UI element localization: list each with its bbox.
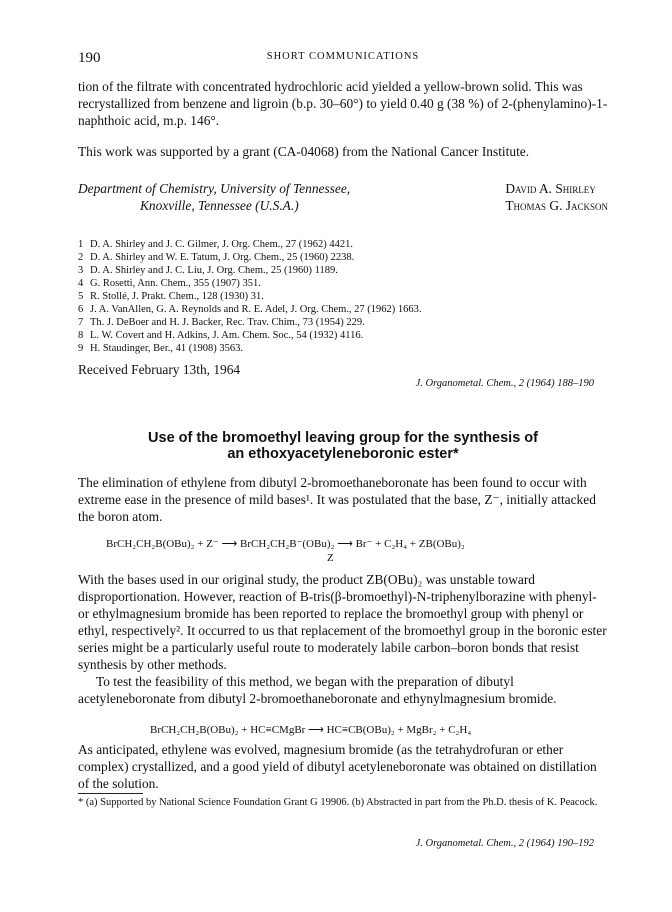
affiliation-line-1: Department of Chemistry, University of Tennessee, — [78, 181, 351, 196]
reaction-equation-1-substituent: Z — [327, 552, 334, 564]
reference-list — [78, 238, 608, 355]
reference-item: 4 G. Rosetti, Ann. Chem., 355 (1907) 351. — [78, 278, 261, 289]
footnote: * (a) Supported by National Science Foundation Grant G 19906. (b) Abstracted in part from the Ph.D. thesis of K. Peacock. — [78, 797, 598, 808]
article-title-line-2: an ethoxyacetyleneboronic ester* — [227, 446, 459, 462]
journal-citation-prev: J. Organometal. Chem., 2 (1964) 188–190 — [415, 378, 594, 389]
reference-item: 1 D. A. Shirley and J. C. Gilmer, J. Org. Chem., 27 (1962) 4421. — [78, 239, 354, 250]
journal-citation-current: J. Organometal. Chem., 2 (1964) 190–192 — [415, 838, 594, 849]
body-paragraph-3: To test the feasibility of this method, we began with the preparation of dibutyl acetyleneboronate from dibutyl 2-bromoethaneboronate and ethynylmagnesium bromide. — [78, 674, 557, 706]
body-paragraph-2: With the bases used in our original study, the product ZB(OBu)₂ was unstable toward disproportionation. However, reaction of B-tris(β-bromoethyl)-N-triphenylborazine with phenyl- or ethylmagnesium bromide has been reported to replace the bromoethyl group with phenyl or ethyl, respectively². It occurred to us that replacement of the bromoethyl group in the boronic ester series might be a particularly useful route to moderately labile carbon–boron bonds that resist synthesis by other methods. — [78, 572, 607, 672]
article-title-line-1: Use of the bromoethyl leaving group for the synthesis of — [148, 430, 538, 446]
reference-item: 2 D. A. Shirley and W. E. Tatum, J. Org. Chem., 25 (1960) 2238. — [78, 252, 355, 263]
footnote-rule — [78, 793, 143, 794]
running-head-title: SHORT COMMUNICATIONS — [266, 51, 420, 62]
received-date: Received February 13th, 1964 — [78, 362, 241, 377]
reaction-equation-1: BrCH₂CH₂B(OBu)₂ + Z⁻ ⟶ BrCH₂CH₂B⁻(OBu)₂ ⟶ Br⁻ + C₂H₄ + ZB(OBu)₂ — [106, 538, 465, 550]
article-title — [78, 430, 608, 462]
affiliation-line-2: Knoxville, Tennessee (U.S.A.) — [140, 198, 299, 213]
reference-item: 6 J. A. VanAllen, G. A. Reynolds and R. E. Adel, J. Org. Chem., 27 (1962) 1663. — [78, 304, 422, 315]
running-head — [78, 50, 608, 66]
body-paragraph-4: As anticipated, ethylene was evolved, magnesium bromide (as the tetrahydrofuran or ether complex) crystallized, and a good yield of dibutyl acetyleneboronate was obtained on distillation of the solution. — [78, 742, 597, 791]
reference-item: 7 Th. J. DeBoer and H. J. Backer, Rec. Trav. Chim., 73 (1954) 229. — [78, 317, 365, 328]
author-1: David A. Shirley — [505, 181, 596, 196]
reference-item: 9 H. Staudinger, Ber., 41 (1908) 3563. — [78, 343, 243, 354]
prev-article-closing-text: tion of the filtrate with concentrated hydrochloric acid yielded a yellow-brown solid. This was recrystallized from benzene and ligroin (b.p. 30–60°) to yield 0.40 g (38 %) of 2-(phenylamino)-1-naphthoic acid, m.p. 146°. — [78, 79, 608, 128]
affiliation — [78, 180, 350, 214]
page-number: 190 — [78, 50, 101, 66]
author-names — [505, 180, 608, 214]
author-2: Thomas G. Jackson — [505, 198, 608, 213]
reference-item: 5 R. Stollé, J. Prakt. Chem., 128 (1930) 31. — [78, 291, 264, 302]
reaction-equation-2: BrCH₂CH₂B(OBu)₂ + HC≡CMgBr ⟶ HC≡CB(OBu)₂ + MgBr₂ + C₂H₄ — [150, 724, 472, 736]
reference-item: 8 L. W. Covert and H. Adkins, J. Am. Chem. Soc., 54 (1932) 4116. — [78, 330, 364, 341]
acknowledgement: This work was supported by a grant (CA-04068) from the National Cancer Institute. — [78, 144, 530, 159]
reference-item: 3 D. A. Shirley and J. C. Liu, J. Org. Chem., 25 (1960) 1189. — [78, 265, 338, 276]
body-paragraph-1: The elimination of ethylene from dibutyl 2-bromoethaneboronate has been found to occur with extreme ease in the presence of mild bases¹. It was postulated that the base, Z⁻, initially attacked the boron atom. — [78, 475, 596, 524]
